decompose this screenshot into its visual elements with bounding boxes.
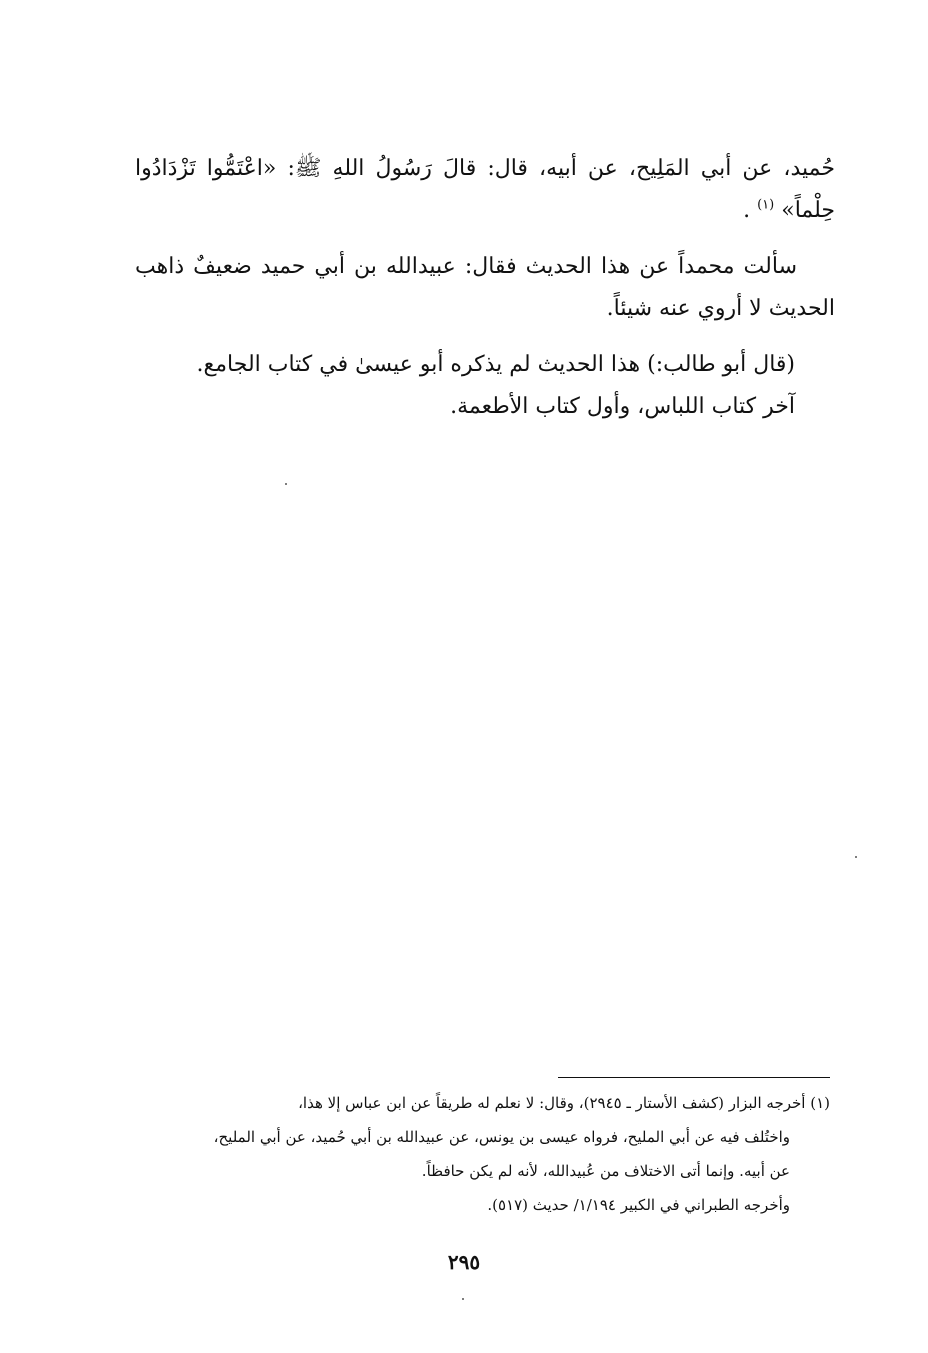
footnote-reference[interactable]: (١) — [757, 197, 775, 213]
commentary-paragraph: سألت محمداً عن هذا الحديث فقال: عبيدالله بن أبي حميد ضعيفٌ ذاهب الحديث لا أروي عنه شيئاً. — [135, 254, 835, 321]
scan-speck — [462, 1298, 464, 1300]
abu-talib-note: (قال أبو طالب:) هذا الحديث لم يذكره أبو عيسىٰ في كتاب الجامع. — [196, 352, 795, 377]
footnote-line: عن أبيه. وإنما أتى الاختلاف من عُبيدالله، لأنه لم يكن حافظاً. — [421, 1162, 790, 1180]
scan-speck — [285, 483, 287, 485]
scan-speck — [855, 856, 857, 858]
closing-paragraph — [135, 344, 835, 428]
footnote-divider — [558, 1077, 830, 1078]
main-text — [135, 148, 835, 428]
hadith-text: حُميد، عن أبي المَلِيح، عن أبيه، قال: قالَ رَسُولُ اللهِ ﷺ: «اعْتَمُّوا تَزْدَادُوا حِلْماً» — [135, 156, 835, 223]
page-number: ٢٩٥ — [447, 1250, 481, 1274]
footnotes — [118, 1086, 830, 1222]
hadith-paragraph — [135, 148, 835, 232]
chapter-end-note: آخر كتاب اللباس، وأول كتاب الأطعمة. — [450, 394, 795, 419]
footnote-line: وأخرجه الطبراني في الكبير ١/١٩٤/ حديث (٥١٧). — [487, 1196, 790, 1214]
hadith-end-mark: . — [743, 198, 751, 223]
footnote-line: واختُلف فيه عن أبي المليح، فرواه عيسى بن يونس، عن عبيدالله بن أبي حُميد، عن أبي المليح، — [213, 1128, 790, 1146]
footnote-line: (١) أخرجه البزار (كشف الأستار ـ ٢٩٤٥)، وقال: لا نعلم له طريقاً عن ابن عباس إلا هذا، — [298, 1094, 830, 1112]
